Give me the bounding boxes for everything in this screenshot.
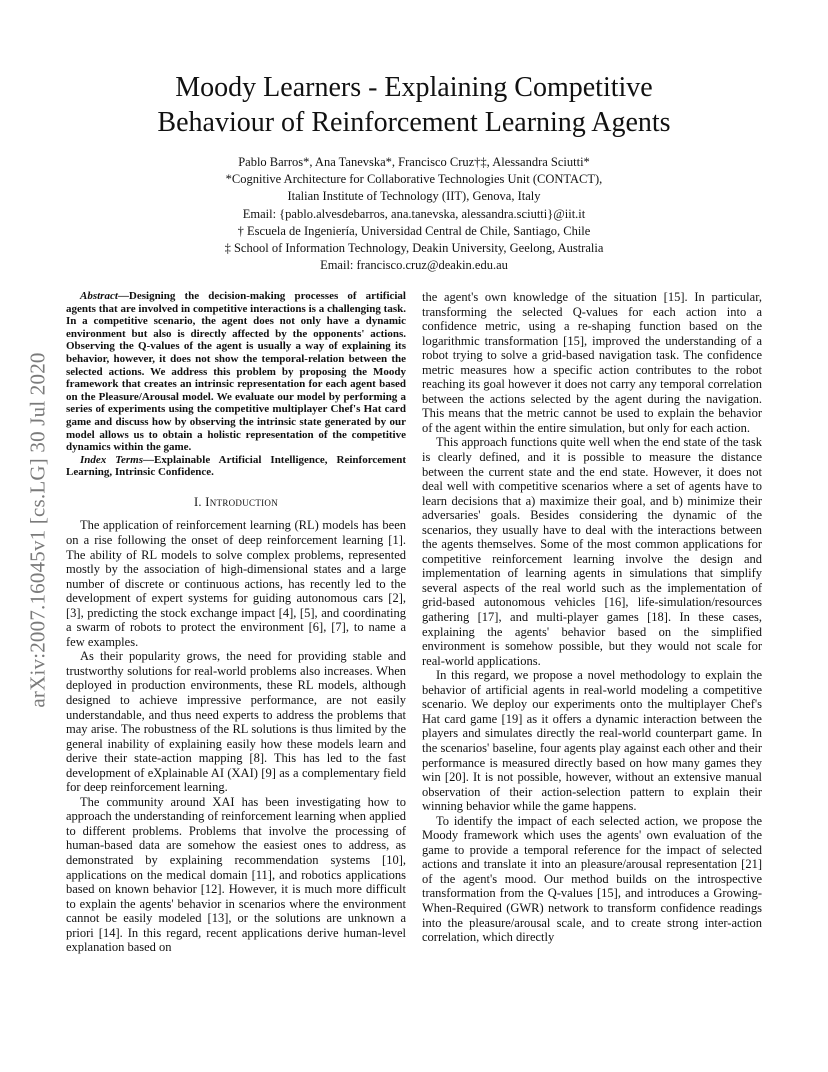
affiliation-1: *Cognitive Architecture for Collaborative Technologies Unit (CONTACT), <box>225 172 603 187</box>
paragraph: The community around XAI has been investigating how to approach the understanding of reinforcement learning when applied to different problems. Problems that involve the processing of human-based data are somehow the easiest ones to address, as demonstrated by explaining recommendation systems [10], applications on the medical domain [11], and robotics applications based on known behavior [12]. However, it is much more difficult to explain the agents' behavior in scenarios where the environment cannot be easily modeled [13], or the solutions are unknown a priori [14]. In this regard, recent applications derive human-level explanation based on <box>66 794 406 955</box>
abstract-text: —Designing the decision-making processes of artificial agents that are involved in competitive interactions is a challenging task. In a competitive scenario, the agent does not only have a dynamic environment but also is directly affected by the opponents' actions. Observing the Q-values of the agent is usually a way of explaining its behavior, however, it does not show the temporal-relation between the selected actions. We address this problem by proposing the Moody framework that creates an intrinsic representation for each agent based on the Pleasure/Arousal model. We evaluate our model by performing a series of experiments using the competitive multiplayer Chef's Hat card game and discuss how by observing the intrinsic state generated by our model allows us to obtain a holistic representation of the competitive dynamics within the game. <box>66 290 406 454</box>
abstract-label: Abstract <box>80 290 118 302</box>
abstract <box>66 290 406 454</box>
arxiv-stamp <box>24 300 52 760</box>
paragraph: As their popularity grows, the need for providing stable and trustworthy solutions for real-world problems also increases. When deployed in production environments, these RL models, although designed to achieve impressive performance, are not easily understandable, and thus need experts to address the problems that may arise. The robustness of the RL solutions is thus limited by the general inability of explaining easily how these models learn and derive their state-action mapping [8]. This has led to the fast development of eXplainable AI (XAI) [9] as a complementary field for deep reinforcement learning. <box>66 649 406 795</box>
email-2: Email: francisco.cruz@deakin.edu.au <box>320 258 508 273</box>
paragraph: This approach functions quite well when the end state of the task is clearly defined, and it is possible to measure the distance between the current state and the end state. However, it does not deal well with competitive scenarios where a set of agents have to learn decisions that a) maximize their goal, and b) minimize their adversaries' goals. Besides considering the dynamic of the scenarios, they usually have to deal with the interactions between the agents themselves. Some of the most common applications for competitive reinforcement learning involve the design and implementation of learning agents in simulations that simplify several aspects of the real world such as the implementation of grid-based autonomous vehicles [16], life-simulation/resources gathering [17], and multi-player games [18]. In these cases, explaining the agents' behavior based on the simplified environment is somehow possible, but they would not scale for real-world applications. <box>422 435 762 668</box>
index-terms <box>66 454 406 479</box>
affiliation-3: ‡ School of Information Technology, Deakin University, Geelong, Australia <box>224 241 604 256</box>
index-terms-label: Index Terms <box>80 453 143 466</box>
arxiv-stamp-text: arXiv:2007.16045v1 [cs.LG] 30 Jul 2020 <box>25 352 50 708</box>
section-heading-introduction: I. Introduction <box>193 494 279 509</box>
paper-title-line-2: Behaviour of Reinforcement Learning Agents <box>157 107 671 138</box>
affiliation-2: † Escuela de Ingeniería, Universidad Central de Chile, Santiago, Chile <box>237 223 591 238</box>
author-block <box>100 154 728 274</box>
paragraph: The application of reinforcement learning (RL) models has been on a rise following the onset of deep reinforcement learning [1]. The ability of RL models to solve complex problems, represented mostly by the association of high-dimensional states and a large number of discrete or continuous actions, has recently led to the development of expert systems for guiding autonomous cars [2], [3], predicting the stock exchange impact [4], [5], and coordinating a swarm of robots to protect the environment [6], [7], to name a few examples. <box>66 518 406 649</box>
author-names: Pablo Barros*, Ana Tanevska*, Francisco Cruz†‡, Alessandra Sciutti* <box>238 155 590 169</box>
email-1: Email: {pablo.alvesdebarros, ana.tanevska, alessandra.sciutti}@iit.it <box>242 206 586 221</box>
affiliation-1b: Italian Institute of Technology (IIT), Genova, Italy <box>287 189 541 204</box>
index-terms-text: —Explainable Artificial Intelligence, Reinforcement Learning, Intrinsic Confidence. <box>66 453 406 479</box>
left-column <box>66 290 406 955</box>
right-column <box>422 290 762 945</box>
paper-title-line-1: Moody Learners - Explaining Competitive <box>175 72 653 103</box>
paragraph: the agent's own knowledge of the situation [15]. In particular, transforming the selected Q-values for each action into a confidence metric, using a re-shaping function based on the logarithmic transformation [15], improved the understanding of a robot trying to solve a grid-based navigation task. The confidence metric measures how a specific action contributes to the robot reaching its goal however it does not carry any temporal correlation between the actions selected by the agent during the navigation. This means that the metric cannot be used to explain the behavior of the agent within the entire simulation, but only for each action. <box>422 290 762 435</box>
paragraph: In this regard, we propose a novel methodology to explain the behavior of artificial agents in real-world modeling a competitive scenario. We deploy our experiments onto the multiplayer Chef's Hat card game [19] as it offers a dynamic interaction between the players and simulates directly the real-world counterpart game. In the scenarios' baseline, four agents play against each other and their performance is measured directly based on how many games they win [20]. It is not possible, however, without an extensive manual observation of their action-selection pattern to explain their winning behavior while the game happens. <box>422 668 762 814</box>
paper-title <box>80 70 748 140</box>
paragraph: To identify the impact of each selected action, we propose the Moody framework which uses the agents' own evaluation of the game to provide a temporal reference for the impact of selected actions and translate it into an pleasure/arousal representation [21] of the agent's mood. Our method builds on the introspective transformation from the Q-values [15], and introduces a Growing-When-Required (GWR) network to transform confidence readings into the pleasure/arousal scale, and to create strong inter-action correlation, which directly <box>422 813 762 945</box>
